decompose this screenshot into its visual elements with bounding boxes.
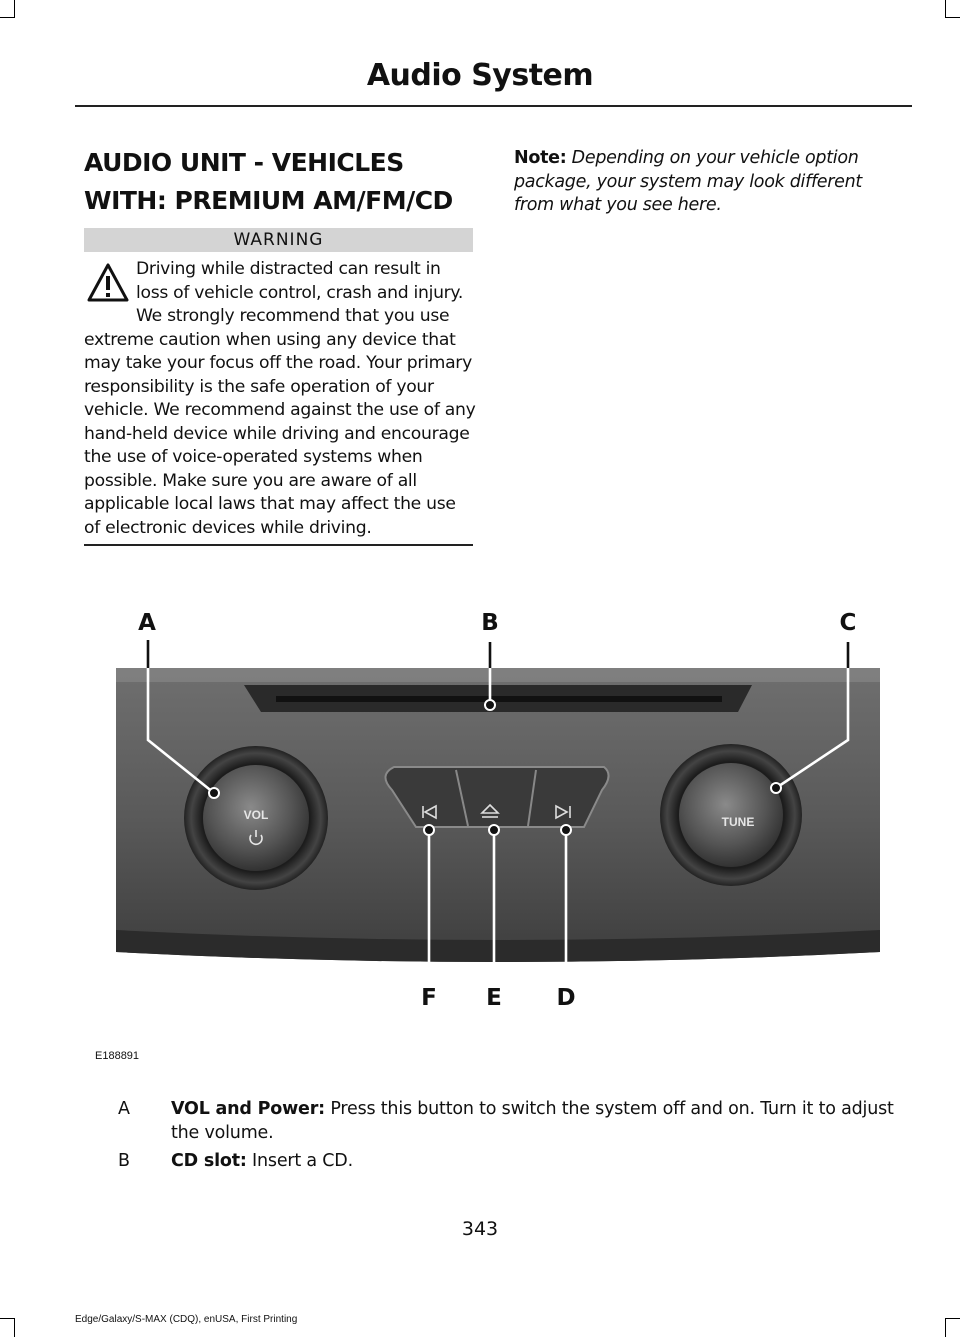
warning-label: WARNING — [84, 228, 473, 252]
callout-dot-c — [771, 783, 781, 793]
header-divider — [75, 105, 912, 107]
item-text: Insert a CD. — [252, 1151, 353, 1171]
bottom-callout-labels — [400, 975, 600, 1015]
note-text: Depending on your vehicle option package, your system may look different from what you see here. — [514, 148, 862, 215]
callout-dot-b — [485, 700, 495, 710]
crop-mark — [945, 0, 946, 18]
vol-knob-label: VOL — [243, 808, 269, 822]
section-heading: AUDIO UNIT - VEHICLES WITH: PREMIUM AM/FM/CD — [84, 148, 453, 215]
callout-dot-a — [209, 788, 219, 798]
callout-label-e: E — [486, 985, 502, 1011]
item-letter: B — [118, 1151, 130, 1171]
button-cluster — [385, 767, 608, 827]
cd-slot-opening — [276, 696, 722, 702]
panel-top-bezel — [116, 668, 880, 682]
crop-mark — [945, 1318, 946, 1337]
tune-knob-label: TUNE — [721, 815, 755, 829]
callout-label-b: B — [481, 610, 499, 636]
item-text: Press this button to switch the system off and on. Turn it to adjust the volume. — [171, 1099, 894, 1143]
callout-dot-e — [489, 825, 499, 835]
callout-dot-d — [561, 825, 571, 835]
callout-label-d: D — [556, 985, 576, 1011]
page-header-title: Audio System — [366, 58, 594, 93]
callout-dot-f — [424, 825, 434, 835]
item-letter: A — [118, 1099, 130, 1119]
crop-mark — [0, 1318, 15, 1319]
item-title: VOL and Power: — [171, 1099, 325, 1119]
figure-id: E188891 — [95, 1050, 140, 1062]
warning-icon-spacer — [84, 258, 136, 328]
page-number: 343 — [461, 1218, 499, 1240]
warning-divider — [84, 544, 473, 546]
crop-mark — [945, 17, 960, 18]
callout-label-c: C — [839, 610, 857, 636]
note-label: Note: — [514, 148, 567, 168]
item-description — [171, 1097, 898, 1145]
audio-unit-figure — [116, 600, 880, 970]
item-title: CD slot: — [171, 1151, 247, 1171]
warning-body — [84, 258, 476, 540]
callout-label-f: F — [421, 985, 437, 1011]
crop-mark — [945, 1318, 960, 1319]
crop-mark — [14, 0, 15, 18]
item-description — [171, 1149, 898, 1173]
callout-label-a: A — [138, 610, 156, 636]
crop-mark — [14, 1318, 15, 1337]
note-paragraph — [514, 147, 890, 218]
page-footer: Edge/Galaxy/S-MAX (CDQ), enUSA, First Printing — [75, 1314, 298, 1325]
warning-text: Driving while distracted can result in loss of vehicle control, crash and injury. We strongly recommend that you use extreme caution when using any device that may take your focus off the road. Your primary responsibility is the safe operation of your vehicle. We recommend against the use of any hand-held device while driving and encourage the use of voice-operated systems when possible. Make sure you are aware of all applicable local laws that may affect the use of electronic devices while driving. — [84, 259, 476, 538]
list-item — [118, 1097, 898, 1145]
list-item — [118, 1149, 898, 1173]
crop-mark — [0, 17, 15, 18]
